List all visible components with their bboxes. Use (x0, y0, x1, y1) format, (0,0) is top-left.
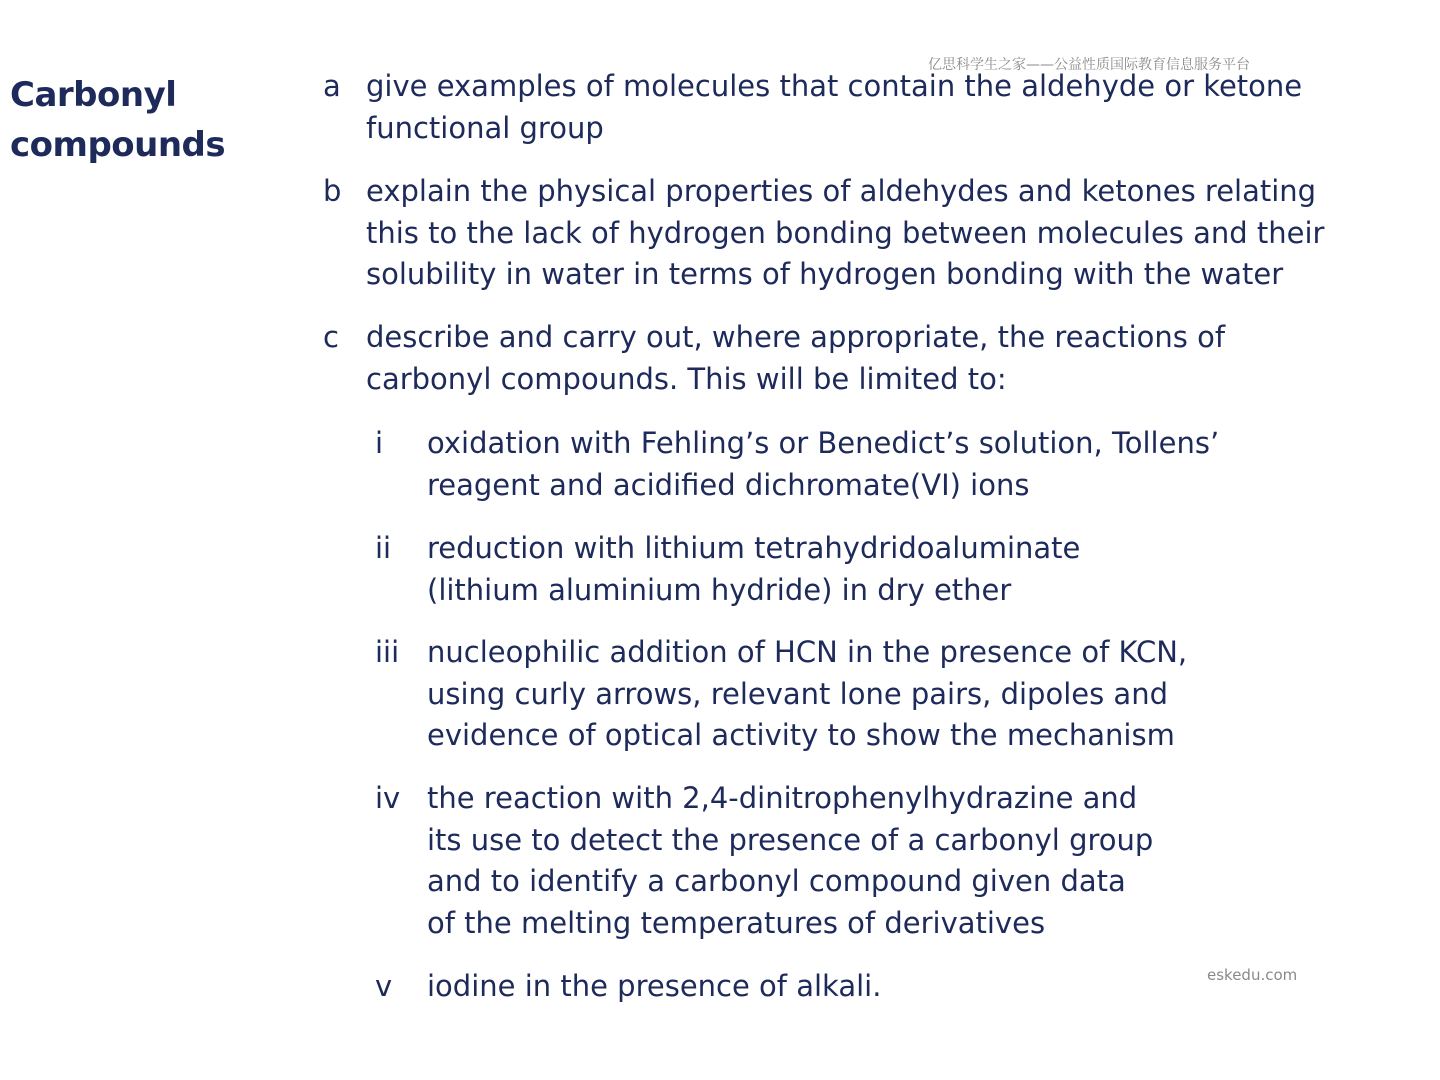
sub-item-iii-line-1: nucleophilic addition of HCN in the presence of KCN, (427, 635, 1188, 669)
sub-item-ii-line-2: (lithium aluminium hydride) in dry ether (427, 572, 1012, 607)
sub-item-text-iii (427, 632, 1187, 757)
heading-line-2: compounds (10, 125, 226, 165)
watermark-site-title: 亿思科学生之家——公益性质国际教育信息服务平台 (928, 57, 1250, 73)
sub-item-ii-line-1: reduction with lithium tetrahydridoaluminate (427, 531, 1081, 565)
item-text-b (366, 171, 1324, 296)
sub-item-iv-line-2: its use to detect the presence of a carbonyl group (427, 822, 1154, 857)
heading-line-1: Carbonyl (10, 75, 177, 115)
sub-item-i-line-2: reagent and acidified dichromate(VI) ions (427, 467, 1030, 502)
item-marker-a: a (323, 69, 341, 103)
sub-item-iv-line-1: the reaction with 2,4-dinitrophenylhydrazine and (427, 781, 1138, 815)
sub-item-iv-line-4: of the melting temperatures of derivatives (427, 905, 1046, 940)
sub-item-text-ii (427, 528, 1080, 611)
sub-item-text-v (427, 966, 881, 1008)
item-text-a (366, 66, 1302, 149)
item-b-line-2: this to the lack of hydrogen bonding between molecules and their (366, 215, 1325, 250)
item-b-line-3: solubility in water in terms of hydrogen bonding with the water (366, 257, 1284, 291)
item-text-c (366, 317, 1225, 400)
sub-item-text-i (427, 423, 1219, 506)
sub-item-iii-line-2: using curly arrows, relevant lone pairs, dipoles and (427, 676, 1168, 711)
sub-item-iii-line-3: evidence of optical activity to show the mechanism (427, 718, 1175, 752)
item-a-line-2: functional group (366, 110, 604, 145)
item-a-line-1: give examples of molecules that contain the aldehyde or ketone (366, 69, 1303, 103)
sub-item-marker-iv: iv (375, 781, 401, 815)
item-b-line-1: explain the physical properties of aldehydes and ketones relating (366, 174, 1317, 208)
sub-item-i-line-1: oxidation with Fehling’s or Benedict’s solution, Tollens’ (427, 426, 1220, 460)
sub-item-iv-line-3: and to identify a carbonyl compound given data (427, 864, 1126, 898)
sub-item-text-iv (427, 778, 1153, 944)
sub-item-v-line-1: iodine in the presence of alkali. (427, 969, 882, 1003)
item-marker-c: c (323, 320, 339, 354)
item-c-line-1: describe and carry out, where appropriate, the reactions of (366, 320, 1226, 354)
sub-item-marker-ii: ii (375, 531, 392, 565)
sub-item-marker-i: i (375, 426, 384, 460)
item-marker-b: b (323, 174, 342, 208)
section-heading (10, 70, 290, 170)
watermark-site-url: eskedu.com (1207, 966, 1298, 984)
sub-item-marker-iii: iii (375, 635, 400, 669)
sub-item-marker-v: v (375, 969, 393, 1003)
item-c-line-2: carbonyl compounds. This will be limited to: (366, 361, 1007, 396)
